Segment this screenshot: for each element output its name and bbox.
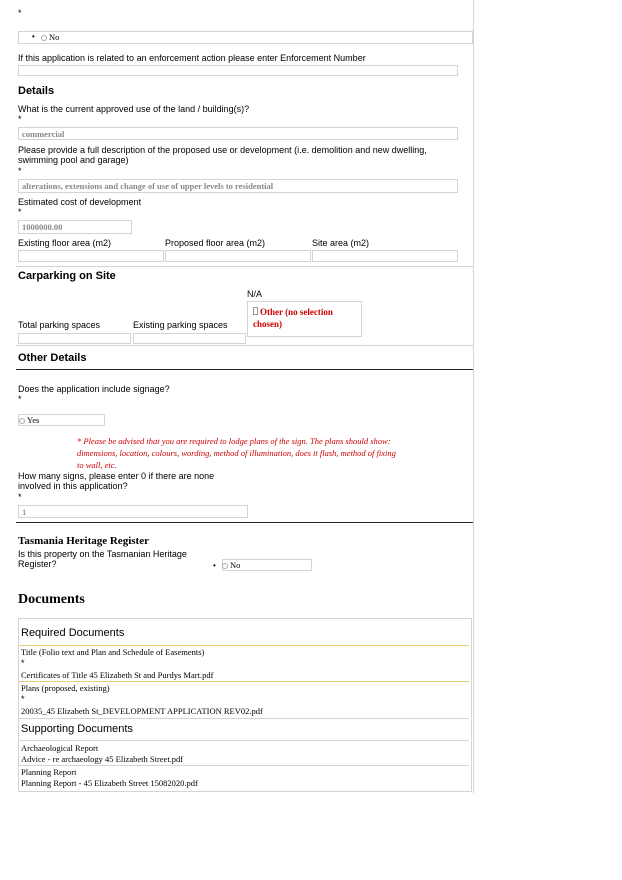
supporting-doc-title: Planning Report [21,767,77,777]
divider [19,681,469,682]
current-use-question: What is the current approved use of the land / building(s)? [18,104,250,114]
required-marker: * [18,394,22,404]
heritage-radio-no[interactable]: No [222,560,240,570]
existing-parking-input[interactable] [133,333,246,344]
cost-value: 1000000.00 [22,222,63,232]
cost-label: Estimated cost of development [18,197,142,207]
required-doc-title: Title (Folio text and Plan and Schedule of Easements) [21,647,205,657]
required-marker: * [18,207,22,217]
divider [16,345,473,346]
total-parking-input[interactable] [18,333,131,344]
documents-heading: Documents [18,592,85,607]
required-marker: * [18,8,22,18]
na-label: N/A [247,289,263,299]
required-marker: * [18,166,22,176]
required-doc-title: Plans (proposed, existing) [21,683,110,693]
divider [19,645,469,646]
proposed-floor-input[interactable] [165,250,311,262]
required-marker: * [21,658,25,668]
other-parking-text: Other (no selection chosen) [253,307,333,329]
required-marker: * [18,114,22,124]
site-area-input[interactable] [312,250,458,262]
enforcement-number-input[interactable] [18,65,458,76]
proposed-floor-label: Proposed floor area (m2) [165,238,266,248]
signage-value: Yes [19,415,39,425]
enforcement-radio-bullet: • [32,32,35,41]
radio-icon [41,35,47,41]
supporting-documents-heading: Supporting Documents [21,723,133,735]
radio-icon [19,418,25,424]
current-use-value: commercial [22,129,65,139]
current-use-input[interactable] [18,127,458,140]
required-doc-file-link[interactable]: 20035_45 Elizabeth St_DEVELOPMENT APPLICATION REV02.pdf [21,706,263,716]
details-heading: Details [18,85,55,97]
other-details-heading: Other Details [18,352,87,364]
supporting-doc-file-link[interactable]: Planning Report - 45 Elizabeth Street 15082020.pdf [21,778,198,788]
checkbox-icon [253,307,258,315]
signage-question: Does the application include signage? [18,384,170,394]
signs-count-value: 1 [22,507,27,517]
signs-count-question: How many signs, please enter 0 if there are none involved in this application? [18,471,215,491]
existing-floor-input[interactable] [18,250,164,262]
section-rule [16,522,473,523]
heritage-radio-bullet: • [213,561,216,570]
divider [16,266,473,267]
enforcement-radio-group [18,31,473,44]
description-value: alterations, extensions and change of use of upper levels to residential [22,181,274,191]
carparking-heading: Carparking on Site [18,270,116,282]
heritage-heading: Tasmania Heritage Register [18,535,149,547]
divider [19,765,469,766]
signs-count-input[interactable] [18,505,248,518]
divider [19,718,469,719]
heritage-question: Is this property on the Tasmanian Heritage Register? [18,549,187,569]
enforcement-radio-no[interactable]: No [41,32,59,42]
supporting-doc-file-link[interactable]: Advice - re archaeology 45 Elizabeth Street.pdf [21,754,184,764]
description-question: Please provide a full description of the proposed use or development (i.e. demolition and new dwelling, swimming pool and garage) [18,145,427,165]
signage-note: * Please be advised that you are required to lodge plans of the sign. The plans should show: dimensions, location, colours, wording, method of illumination, does it flash, method of fixing to wall, etc. [77,436,396,470]
total-parking-label: Total parking spaces [18,320,101,330]
required-documents-heading: Required Documents [21,627,125,639]
supporting-doc-title: Archaeological Report [21,743,99,753]
section-rule [16,369,473,370]
required-marker: * [21,694,25,704]
required-marker: * [18,492,22,502]
radio-icon [222,563,228,569]
enforcement-question: If this application is related to an enforcement action please enter Enforcement Number [18,53,366,63]
existing-parking-label: Existing parking spaces [133,320,228,330]
required-doc-file-link[interactable]: Certificates of Title 45 Elizabeth St and Purdys Mart.pdf [21,670,214,680]
divider [19,740,469,741]
existing-floor-label: Existing floor area (m2) [18,238,112,248]
site-area-label: Site area (m2) [312,238,370,248]
